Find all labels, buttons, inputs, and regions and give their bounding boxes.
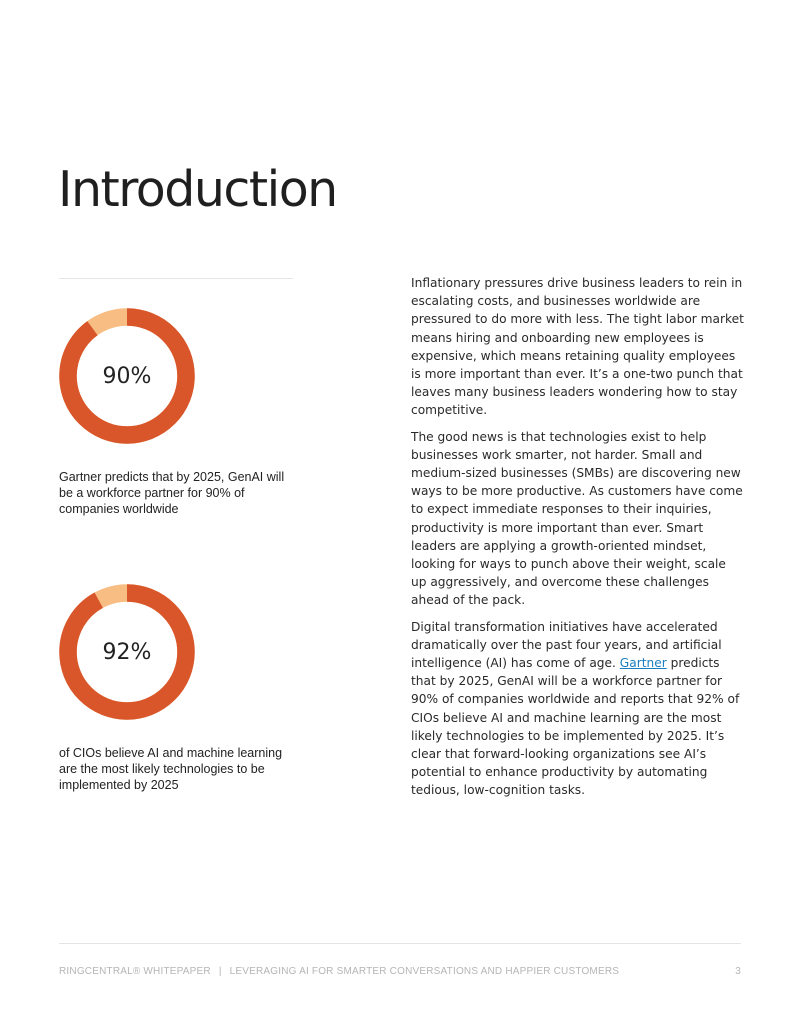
footer-doc-title: LEVERAGING AI FOR SMARTER CONVERSATIONS AND HAPPIER CUSTOMERS xyxy=(229,966,620,977)
footer-separator: | xyxy=(218,966,222,977)
donut-value-label: 90% xyxy=(102,363,152,389)
page-title: Introduction xyxy=(58,161,337,218)
stat-caption: Gartner predicts that by 2025, GenAI will be a workforce partner for 90% of companies worldwide xyxy=(59,470,285,516)
paragraph-text: predicts that by 2025, GenAI will be a workforce partner for 90% of companies worldwide and reports that 92% of CIOs believe AI and machine learning are the most likely technologies to be implemented by 2025. It’s clear that forward-looking organizations see AI’s potential to enhance productivity by automating tedious, low-cognition tasks. xyxy=(411,656,740,798)
footer-divider xyxy=(59,943,741,944)
donut-value-label: 92% xyxy=(102,639,152,665)
stat-caption: of CIOs believe AI and machine learning are the most likely technologies to be implemented by 2025 xyxy=(59,746,283,792)
divider xyxy=(59,278,293,279)
donut-chart-90 xyxy=(59,308,195,444)
body-text xyxy=(411,274,745,808)
donut-chart-92 xyxy=(59,584,195,720)
paragraph: Inflationary pressures drive business leaders to rein in escalating costs, and businesses worldwide are pressured to do more with less. The tight labor market means hiring and onboarding new employees is expensive, which means retaining quality employees is more important than ever. It’s a one-two punch that leaves many business leaders wondering how to stay competitive. xyxy=(411,276,744,418)
paragraph xyxy=(411,618,745,800)
gartner-link[interactable]: Gartner xyxy=(619,656,667,671)
paragraph-text: Digital transformation initiatives have accelerated dramatically over the past four years, and artificial intelligence (AI) has come of age. xyxy=(411,619,722,671)
page-number: 3 xyxy=(735,966,741,977)
footer xyxy=(59,966,741,980)
paragraph: The good news is that technologies exist to help businesses work smarter, not harder. Small and medium-sized businesses (SMBs) are discovering new ways to be more productive. As customers have come to expect immediate responses to their inquiries, productivity is more important than ever. Smart leaders are applying a growth-oriented mindset, looking for ways to punch above their weight, scale up aggressively, and overcome these challenges ahead of the pack. xyxy=(411,429,743,608)
footer-brand: RINGCENTRAL® WHITEPAPER xyxy=(59,966,211,977)
